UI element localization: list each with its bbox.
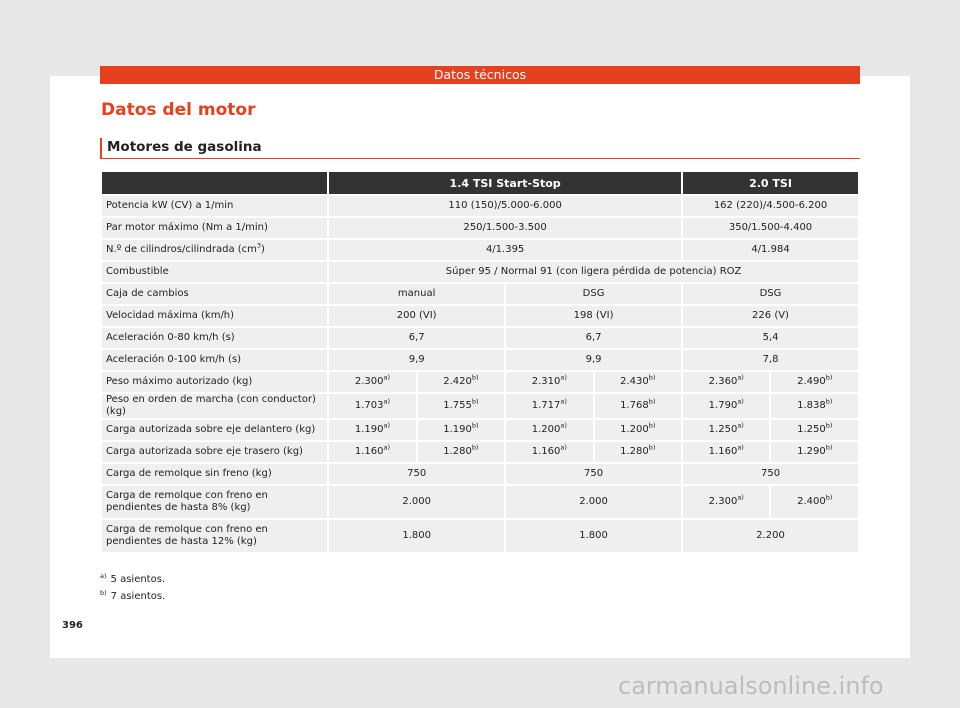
table-cell <box>329 394 415 418</box>
cell-value: 2.300 <box>708 496 738 507</box>
cell-value: 2.490 <box>797 376 826 387</box>
row-label: Carga de remolque sin freno (kg) <box>102 464 327 484</box>
table-cell: 162 (220)/4.500-6.200 <box>683 196 858 216</box>
page-subtitle: Motores de gasolina <box>107 139 262 155</box>
table-row <box>102 372 858 392</box>
row-label: Combustible <box>102 262 327 282</box>
table-row <box>102 464 858 484</box>
footnote-a <box>100 571 166 585</box>
cell-value: 1.838 <box>797 400 826 411</box>
footnote-ref: a) <box>560 421 567 430</box>
table-cell: 750 <box>329 464 504 484</box>
table-cell: DSG <box>506 284 681 304</box>
footnote-ref: b) <box>825 493 833 502</box>
table-cell <box>683 394 769 418</box>
footnote-ref: b) <box>648 443 656 452</box>
footnote-ref: a) <box>560 443 567 452</box>
row-label: Aceleración 0-100 km/h (s) <box>102 350 327 370</box>
table-cell: 2.000 <box>506 486 681 518</box>
table-header-row <box>102 172 858 194</box>
footnote-ref: a) <box>737 421 744 430</box>
row-label: Caja de cambios <box>102 284 327 304</box>
cell-value: 1.160 <box>531 446 561 457</box>
footnote-ref: a) <box>737 493 744 502</box>
engine-specs-table <box>100 170 860 554</box>
table-cell <box>595 372 681 392</box>
cell-value: 1.200 <box>531 424 561 435</box>
table-cell <box>595 394 681 418</box>
table-cell <box>683 372 769 392</box>
cell-value: 2.400 <box>797 496 826 507</box>
table-cell <box>506 420 592 440</box>
cell-value: 1.250 <box>708 424 738 435</box>
cell-value: 1.290 <box>797 446 826 457</box>
footnote-text: 5 asientos. <box>110 574 166 585</box>
cell-value: 1.717 <box>531 400 561 411</box>
table-cell: 226 (V) <box>683 306 858 326</box>
table-row <box>102 196 858 216</box>
table-cell <box>506 442 592 462</box>
table-cell: 4/1.395 <box>329 240 681 260</box>
table-cell <box>418 442 504 462</box>
table-cell: 9,9 <box>329 350 504 370</box>
cell-value: 1.250 <box>797 424 826 435</box>
footnote-ref: b) <box>471 397 479 406</box>
section-header: Datos técnicos <box>100 66 860 84</box>
table-row <box>102 420 858 440</box>
watermark: carmanualsonline.info <box>618 672 884 700</box>
header-engine-1: 1.4 TSI Start-Stop <box>329 172 681 194</box>
table-cell: DSG <box>683 284 858 304</box>
footnote-ref: a) <box>737 443 744 452</box>
header-engine-2: 2.0 TSI <box>683 172 858 194</box>
row-label: Carga autorizada sobre eje trasero (kg) <box>102 442 327 462</box>
page-title: Datos del motor <box>101 100 256 120</box>
cell-value: 1.160 <box>354 446 384 457</box>
table-cell: 7,8 <box>683 350 858 370</box>
cell-value: 1.280 <box>443 446 472 457</box>
footnote-ref: a) <box>383 373 391 382</box>
row-label: Carga autorizada sobre eje delantero (kg) <box>102 420 327 440</box>
footnote-ref: b) <box>825 373 833 382</box>
table-cell: 6,7 <box>329 328 504 348</box>
cell-value: 2.430 <box>620 376 649 387</box>
row-label: Peso en orden de marcha (con conductor) (kg) <box>102 394 327 418</box>
footnote-mark: a) <box>100 571 107 580</box>
table-cell <box>418 394 504 418</box>
cell-value: 1.160 <box>708 446 738 457</box>
footnote-ref: b) <box>648 373 656 382</box>
table-cell: 750 <box>683 464 858 484</box>
table-row <box>102 284 858 304</box>
table-cell: Súper 95 / Normal 91 (con ligera pérdida de potencia) ROZ <box>329 262 858 282</box>
row-label-text: ) <box>261 244 265 255</box>
cell-value: 1.703 <box>354 400 384 411</box>
table-cell: 9,9 <box>506 350 681 370</box>
table-cell <box>771 372 858 392</box>
table-cell <box>771 442 858 462</box>
table-cell: manual <box>329 284 504 304</box>
row-label <box>102 240 327 260</box>
footnote-ref: b) <box>471 421 479 430</box>
table-cell: 750 <box>506 464 681 484</box>
footnote-text: 7 asientos. <box>110 591 166 602</box>
table-cell: 5,4 <box>683 328 858 348</box>
footnote-ref: a) <box>737 373 744 382</box>
footnote-ref: b) <box>825 421 833 430</box>
table-row <box>102 240 858 260</box>
footnote-ref: a) <box>383 421 391 430</box>
table-row <box>102 350 858 370</box>
row-label: Potencia kW (CV) a 1/min <box>102 196 327 216</box>
footnote-ref: b) <box>648 397 656 406</box>
table-cell: 1.800 <box>506 520 681 552</box>
footnotes <box>100 571 166 608</box>
table-row <box>102 486 858 518</box>
superscript: 3 <box>256 241 262 250</box>
footnote-ref: a) <box>560 397 567 406</box>
subtitle-accent-bar <box>100 138 102 158</box>
table-cell <box>683 442 769 462</box>
table-cell: 110 (150)/5.000-6.000 <box>329 196 681 216</box>
table-row <box>102 328 858 348</box>
table-cell <box>595 420 681 440</box>
footnote-ref: b) <box>825 443 833 452</box>
footnote-ref: b) <box>471 373 479 382</box>
table-cell <box>506 394 592 418</box>
table-cell <box>771 486 858 518</box>
footnote-mark: b) <box>100 588 107 597</box>
cell-value: 1.755 <box>443 400 472 411</box>
footnote-ref: b) <box>471 443 479 452</box>
table-cell <box>418 372 504 392</box>
cell-value: 1.790 <box>708 400 738 411</box>
table-cell <box>329 442 415 462</box>
row-label: Par motor máximo (Nm a 1/min) <box>102 218 327 238</box>
table-cell <box>683 420 769 440</box>
table-row <box>102 394 858 418</box>
table-cell: 200 (VI) <box>329 306 504 326</box>
row-label: Velocidad máxima (km/h) <box>102 306 327 326</box>
row-label-text: N.º de cilindros/cilindrada (cm <box>106 244 257 255</box>
cell-value: 2.360 <box>708 376 738 387</box>
subtitle-block <box>100 138 860 159</box>
table-cell <box>771 394 858 418</box>
cell-value: 2.310 <box>531 376 561 387</box>
table-row <box>102 262 858 282</box>
footnote-ref: a) <box>383 443 391 452</box>
table-cell <box>418 420 504 440</box>
table-cell <box>771 420 858 440</box>
table-cell <box>595 442 681 462</box>
table-row <box>102 520 858 552</box>
cell-value: 1.190 <box>443 424 472 435</box>
table-cell <box>329 372 415 392</box>
row-label: Aceleración 0-80 km/h (s) <box>102 328 327 348</box>
table-row <box>102 442 858 462</box>
table-row <box>102 218 858 238</box>
cell-value: 1.280 <box>620 446 649 457</box>
cell-value: 2.300 <box>354 376 384 387</box>
table-cell: 2.200 <box>683 520 858 552</box>
cell-value: 2.420 <box>443 376 472 387</box>
table-cell <box>506 372 592 392</box>
footnote-b <box>100 588 166 602</box>
footnote-ref: b) <box>825 397 833 406</box>
footnote-ref: a) <box>383 397 391 406</box>
cell-value: 1.200 <box>620 424 649 435</box>
row-label: Peso máximo autorizado (kg) <box>102 372 327 392</box>
row-label: Carga de remolque con freno en pendientes de hasta 12% (kg) <box>102 520 327 552</box>
row-label: Carga de remolque con freno en pendientes de hasta 8% (kg) <box>102 486 327 518</box>
table-cell: 6,7 <box>506 328 681 348</box>
table-cell <box>329 420 415 440</box>
footnote-ref: a) <box>737 397 744 406</box>
table-cell <box>683 486 769 518</box>
header-empty <box>102 172 327 194</box>
table-cell: 2.000 <box>329 486 504 518</box>
table-cell: 198 (VI) <box>506 306 681 326</box>
table-cell: 4/1.984 <box>683 240 858 260</box>
cell-value: 1.768 <box>620 400 649 411</box>
cell-value: 1.190 <box>354 424 384 435</box>
table-row <box>102 306 858 326</box>
page-number: 396 <box>62 620 83 631</box>
table-cell: 1.800 <box>329 520 504 552</box>
footnote-ref: b) <box>648 421 656 430</box>
table-cell: 350/1.500-4.400 <box>683 218 858 238</box>
footnote-ref: a) <box>560 373 567 382</box>
table-cell: 250/1.500-3.500 <box>329 218 681 238</box>
